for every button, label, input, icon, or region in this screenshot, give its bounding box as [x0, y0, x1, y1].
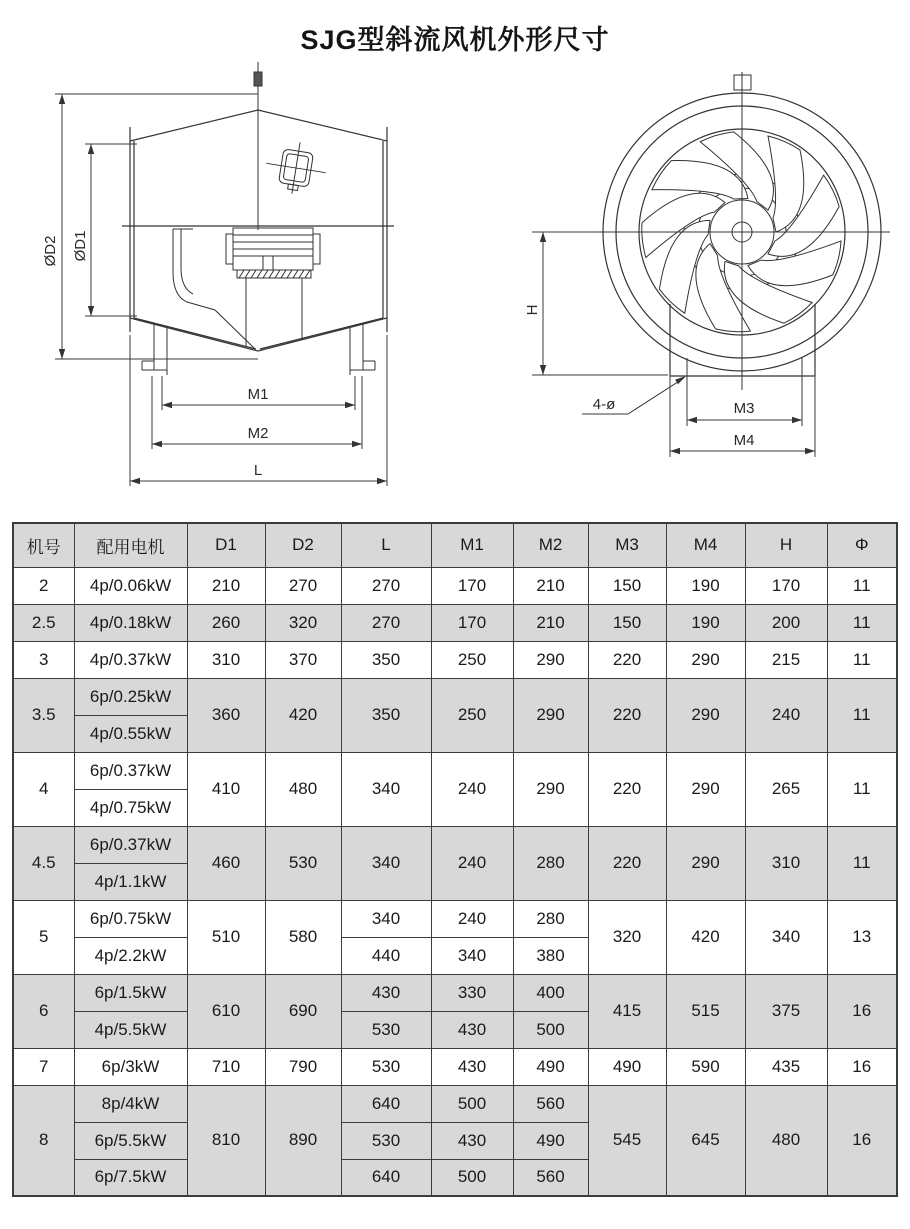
cell-m2: 380 — [513, 937, 588, 974]
cell-m2: 290 — [513, 678, 588, 752]
cell-h: 340 — [745, 900, 827, 974]
cell-motor: 6p/0.37kW — [74, 752, 187, 789]
cell-m2: 560 — [513, 1085, 588, 1122]
cell-l: 340 — [341, 826, 431, 900]
cell-m3: 150 — [588, 604, 666, 641]
cell-m1: 240 — [431, 826, 513, 900]
dim-label-m4: M4 — [733, 432, 755, 449]
cell-motor: 4p/0.37kW — [74, 641, 187, 678]
cell-d1: 260 — [187, 604, 265, 641]
cell-h: 215 — [745, 641, 827, 678]
cell-d1: 210 — [187, 567, 265, 604]
cell-no: 4.5 — [13, 826, 74, 900]
dim-label-d2: ØD2 — [42, 235, 59, 267]
cell-phi: 11 — [827, 678, 897, 752]
cell-m1: 250 — [431, 641, 513, 678]
cell-m1: 250 — [431, 678, 513, 752]
cell-motor: 6p/7.5kW — [74, 1159, 187, 1196]
dim-label-h: H — [524, 304, 541, 316]
cell-no: 5 — [13, 900, 74, 974]
column-header: M3 — [588, 523, 666, 567]
cell-motor: 4p/0.06kW — [74, 567, 187, 604]
cell-d2: 270 — [265, 567, 341, 604]
cell-phi: 16 — [827, 1048, 897, 1085]
cell-motor: 4p/0.18kW — [74, 604, 187, 641]
cell-l: 340 — [341, 900, 431, 937]
side-view-diagram — [15, 58, 485, 503]
cell-d1: 510 — [187, 900, 265, 974]
cell-l: 640 — [341, 1159, 431, 1196]
cell-no: 7 — [13, 1048, 74, 1085]
cell-l: 270 — [341, 567, 431, 604]
cell-m1: 330 — [431, 974, 513, 1011]
cell-d1: 410 — [187, 752, 265, 826]
cell-motor: 6p/3kW — [74, 1048, 187, 1085]
cell-l: 530 — [341, 1048, 431, 1085]
cell-motor: 4p/0.75kW — [74, 789, 187, 826]
cell-m1: 430 — [431, 1011, 513, 1048]
cell-d2: 890 — [265, 1085, 341, 1196]
cell-m2: 210 — [513, 567, 588, 604]
cell-m3: 220 — [588, 752, 666, 826]
table-header-row — [13, 523, 897, 567]
cell-m3: 220 — [588, 678, 666, 752]
cell-m2: 290 — [513, 641, 588, 678]
cell-d2: 530 — [265, 826, 341, 900]
column-header: M4 — [666, 523, 745, 567]
cell-motor: 6p/0.75kW — [74, 900, 187, 937]
cell-m2: 290 — [513, 752, 588, 826]
cell-h: 200 — [745, 604, 827, 641]
cell-m1: 500 — [431, 1159, 513, 1196]
cell-d1: 610 — [187, 974, 265, 1048]
table-row — [13, 641, 897, 678]
cell-l: 350 — [341, 641, 431, 678]
page-title: SJG型斜流风机外形尺寸 — [300, 25, 610, 55]
cell-no: 3 — [13, 641, 74, 678]
cell-m2: 280 — [513, 900, 588, 937]
cell-phi: 11 — [827, 752, 897, 826]
cell-m3: 415 — [588, 974, 666, 1048]
cell-motor: 6p/5.5kW — [74, 1122, 187, 1159]
table-row — [13, 604, 897, 641]
front-view-diagram — [490, 58, 910, 503]
cell-m1: 240 — [431, 752, 513, 826]
cell-m2: 560 — [513, 1159, 588, 1196]
dim-label-l: L — [253, 462, 263, 479]
cell-h: 480 — [745, 1085, 827, 1196]
cell-h: 240 — [745, 678, 827, 752]
cell-m3: 220 — [588, 641, 666, 678]
cell-m1: 430 — [431, 1122, 513, 1159]
cell-l: 440 — [341, 937, 431, 974]
column-header: Φ — [827, 523, 897, 567]
cell-l: 350 — [341, 678, 431, 752]
column-header: H — [745, 523, 827, 567]
cell-m3: 150 — [588, 567, 666, 604]
cell-l: 530 — [341, 1011, 431, 1048]
cell-l: 270 — [341, 604, 431, 641]
cell-l: 530 — [341, 1122, 431, 1159]
cell-motor: 4p/2.2kW — [74, 937, 187, 974]
column-header: 机号 — [13, 523, 74, 567]
column-header: D2 — [265, 523, 341, 567]
cell-h: 310 — [745, 826, 827, 900]
cell-phi: 11 — [827, 641, 897, 678]
cell-m4: 290 — [666, 826, 745, 900]
cell-d2: 370 — [265, 641, 341, 678]
cell-m4: 190 — [666, 567, 745, 604]
cell-m4: 290 — [666, 678, 745, 752]
cell-no: 6 — [13, 974, 74, 1048]
cell-m1: 170 — [431, 604, 513, 641]
cell-m1: 500 — [431, 1085, 513, 1122]
cell-m2: 490 — [513, 1122, 588, 1159]
cell-m2: 210 — [513, 604, 588, 641]
cell-d2: 790 — [265, 1048, 341, 1085]
dim-label-m3: M3 — [733, 400, 755, 417]
cell-d2: 320 — [265, 604, 341, 641]
column-header: D1 — [187, 523, 265, 567]
cell-d1: 310 — [187, 641, 265, 678]
dimension-lines — [55, 94, 387, 486]
dim-label-m2: M2 — [247, 425, 269, 442]
column-header: 配用电机 — [74, 523, 187, 567]
cell-m1: 430 — [431, 1048, 513, 1085]
cell-h: 265 — [745, 752, 827, 826]
table-row — [13, 974, 897, 1011]
cell-m4: 420 — [666, 900, 745, 974]
cell-m3: 490 — [588, 1048, 666, 1085]
cell-m1: 340 — [431, 937, 513, 974]
cell-motor: 8p/4kW — [74, 1085, 187, 1122]
cell-m4: 190 — [666, 604, 745, 641]
cell-motor: 6p/0.37kW — [74, 826, 187, 863]
cell-d2: 580 — [265, 900, 341, 974]
column-header: M2 — [513, 523, 588, 567]
cell-m2: 280 — [513, 826, 588, 900]
cell-no: 2 — [13, 567, 74, 604]
cell-motor: 4p/1.1kW — [74, 863, 187, 900]
cell-motor: 4p/0.55kW — [74, 715, 187, 752]
cell-l: 430 — [341, 974, 431, 1011]
cell-m2: 400 — [513, 974, 588, 1011]
cell-h: 375 — [745, 974, 827, 1048]
cell-m4: 290 — [666, 641, 745, 678]
cell-m4: 515 — [666, 974, 745, 1048]
cell-phi: 11 — [827, 604, 897, 641]
cell-no: 8 — [13, 1085, 74, 1196]
cell-m2: 490 — [513, 1048, 588, 1085]
dimension-labels — [42, 231, 268, 479]
cell-m3: 545 — [588, 1085, 666, 1196]
cell-h: 170 — [745, 567, 827, 604]
dim-label-holes: 4-ø — [592, 396, 616, 413]
cell-motor: 6p/0.25kW — [74, 678, 187, 715]
cell-no: 3.5 — [13, 678, 74, 752]
dimension-arrows — [59, 94, 387, 484]
cell-d1: 710 — [187, 1048, 265, 1085]
cell-m3: 320 — [588, 900, 666, 974]
cell-m2: 500 — [513, 1011, 588, 1048]
cell-no: 4 — [13, 752, 74, 826]
table-row — [13, 1085, 897, 1122]
table-row — [13, 678, 897, 715]
table-row — [13, 900, 897, 937]
cell-phi: 16 — [827, 1085, 897, 1196]
cell-motor: 4p/5.5kW — [74, 1011, 187, 1048]
cell-d2: 690 — [265, 974, 341, 1048]
junction-box — [262, 138, 329, 199]
table-row — [13, 567, 897, 604]
cell-motor: 6p/1.5kW — [74, 974, 187, 1011]
cell-m4: 590 — [666, 1048, 745, 1085]
cell-d1: 360 — [187, 678, 265, 752]
cell-h: 435 — [745, 1048, 827, 1085]
cell-phi: 11 — [827, 567, 897, 604]
cell-phi: 16 — [827, 974, 897, 1048]
cell-d2: 480 — [265, 752, 341, 826]
table-row — [13, 826, 897, 863]
cell-m3: 220 — [588, 826, 666, 900]
cell-d1: 810 — [187, 1085, 265, 1196]
cell-d1: 460 — [187, 826, 265, 900]
dim-label-d1: ØD1 — [72, 230, 89, 262]
cell-l: 640 — [341, 1085, 431, 1122]
dim-label-m1: M1 — [247, 386, 269, 403]
cell-m1: 240 — [431, 900, 513, 937]
impeller-blades — [628, 119, 851, 344]
dimensions-table — [12, 522, 898, 1197]
shaft — [254, 62, 262, 230]
motor-assembly — [226, 228, 320, 346]
column-header: M1 — [431, 523, 513, 567]
mounting-feet — [142, 324, 375, 375]
cell-l: 340 — [341, 752, 431, 826]
cell-m4: 290 — [666, 752, 745, 826]
cell-phi: 13 — [827, 900, 897, 974]
cell-m1: 170 — [431, 567, 513, 604]
table-row — [13, 1048, 897, 1085]
table-row — [13, 752, 897, 789]
cell-d2: 420 — [265, 678, 341, 752]
cell-phi: 11 — [827, 826, 897, 900]
cell-no: 2.5 — [13, 604, 74, 641]
cell-m4: 645 — [666, 1085, 745, 1196]
column-header: L — [341, 523, 431, 567]
